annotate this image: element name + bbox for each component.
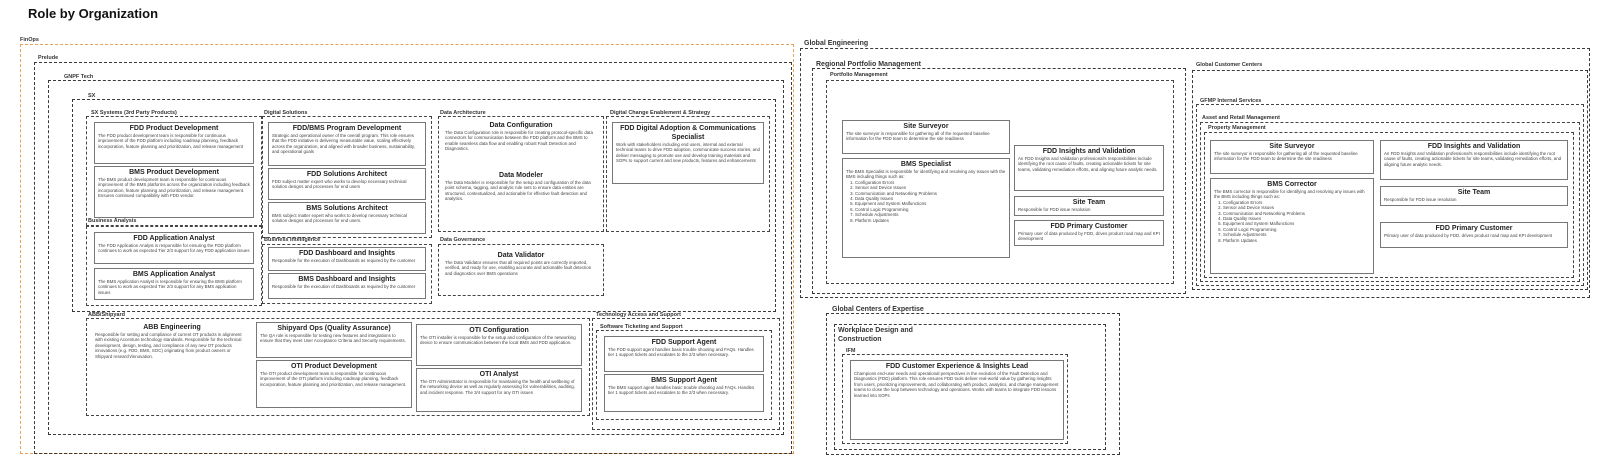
card-title: Shipyard Ops (Quality Assurance) bbox=[277, 325, 391, 332]
group-label-gfmp-internal: GFMP Internal Services bbox=[1200, 98, 1262, 104]
card-bms-corrector bbox=[1210, 178, 1374, 274]
card-data-validator bbox=[442, 250, 600, 294]
card-description: The BMS Application Analyst is responsible for ensuring the BMS platform continues to work as expected Tier 2/3 support for any BMS application issues bbox=[98, 279, 242, 295]
card-title: FDD Customer Experience & Insights Lead bbox=[885, 363, 1029, 370]
card-fdd-primary-customer-property bbox=[1380, 222, 1568, 248]
card-data-modeler bbox=[442, 170, 600, 228]
group-label-prelude: Prelude bbox=[38, 55, 59, 61]
card-description: The Data Configuration role is responsible for creating protocol-specific data connectors for communication between the FDD platform and the BMS to enable seamless data flow and enabling robust Fault Detection and Diagnostics. bbox=[445, 130, 593, 152]
group-label-data-governance: Data Governance bbox=[440, 237, 486, 243]
card-fdd-insights-validation-portfolio bbox=[1014, 145, 1164, 191]
group-label-abb-shipyard: ABB/Shipyard bbox=[88, 312, 125, 318]
card-description: The FDD product development team is responsible for continuous improvement of the FDD platform including roadmap planning, feedback incorporation, feature planning and prioritization, and release management bbox=[98, 133, 243, 149]
card-fdd-dashboard-insights bbox=[268, 247, 426, 271]
card-title: FDD Insights and Validation bbox=[1042, 148, 1136, 155]
group-label-technology-access: Technology Access and Support bbox=[596, 312, 681, 318]
group-label-business-intelligence: Business Intelligence bbox=[264, 237, 321, 243]
card-description: The QA role is responsible for testing new features and integrations to ensure that they meet User Acceptance Criteria and Security requirements. bbox=[260, 333, 406, 344]
card-title: BMS Dashboard and Insights bbox=[298, 276, 396, 283]
group-label-global-customer-centers: Global Customer Centers bbox=[1196, 62, 1263, 68]
card-description: BMS subject matter expert who works to develop necessary technical solution designs and processes for end users. bbox=[272, 213, 407, 224]
card-bms-solutions-architect bbox=[268, 202, 426, 234]
card-site-team-portfolio bbox=[1014, 196, 1164, 216]
card-fdd-bms-program-development bbox=[268, 122, 426, 166]
card-site-team-property bbox=[1380, 186, 1568, 206]
group-label-ifm: IFM bbox=[846, 348, 856, 354]
card-title: OTI Analyst bbox=[479, 371, 519, 378]
card-bms-product-development bbox=[94, 166, 254, 218]
card-fdd-primary-customer-portfolio bbox=[1014, 220, 1164, 246]
page-title: Role by Organization bbox=[28, 6, 159, 21]
card-title: FDD Dashboard and Insights bbox=[298, 250, 396, 257]
card-title: BMS Corrector bbox=[1267, 181, 1317, 188]
card-title: FDD Support Agent bbox=[651, 339, 717, 346]
group-label-finops: FinOps bbox=[20, 37, 39, 43]
group-label-property-management: Property Management bbox=[1208, 125, 1266, 131]
card-fdd-digital-adoption bbox=[612, 122, 764, 184]
card-description: Responsible for the execution of Dashboards as required by the customer bbox=[272, 258, 416, 263]
card-title: FDD Insights and Validation bbox=[1427, 143, 1521, 150]
card-description: The BMS product development team is responsible for continuous improvement of the BMS platforms across the organization including feedback incorporation, feature planning and prioritization, and release management. Ensures continued compatibility with FDD vendor. bbox=[98, 177, 250, 199]
group-label-digital-change: Digital Change Enablement & Strategy bbox=[610, 110, 711, 116]
group-label-gnpf-tech: GNPF Tech bbox=[64, 74, 94, 80]
card-description: The Data Modeler is responsible for the setup and configuration of the data point schema, tagging, and analytic rule sets to ensure data entities are structured, contextualized, and actionable for effective fault detection and analytics. bbox=[445, 180, 591, 202]
card-bms-support-agent bbox=[604, 374, 764, 412]
bms-specialist-issue-list: 1. Configuration Errors 2. Sensor and Device Issues 3. Communication and Networking Problems 4. Data Quality Issues 5. Equipment and System Malfunctions 6. Control Logic Programming 7. Schedule Adjustments 8. Platform Updates bbox=[846, 180, 1006, 223]
card-title: BMS Support Agent bbox=[651, 377, 717, 384]
card-description: The OTI installer is responsible for the setup and configuration of the networking device to ensure communication between the local BMS and FDD application. bbox=[420, 335, 576, 346]
card-title: ABB Engineering bbox=[143, 324, 201, 331]
card-description: Responsible for FDD issue resolution bbox=[1384, 197, 1457, 202]
card-description: Champions end-user needs and operational perspectives in the evolution of the Fault Detection and Diagnostics (FDD) platform. This role ensures FDD tools deliver real-world value by gathering insights from users, prioritizing improvements, and collaborating with product, analytics, and change management teams to close the loop between technology and operations. Works with teams to integrate FDD lessons learned into SOPs bbox=[854, 371, 1059, 398]
card-shipyard-ops bbox=[256, 322, 412, 358]
group-label-business-analysis: Business Analysis bbox=[88, 218, 137, 224]
card-description: The BMS support agent handles basic trouble shooting and FAQs. Handles tier 1 support tickets and escalates to the 2/3 when necessary. bbox=[608, 385, 755, 396]
card-description: The FDD Application Analyst is responsible for ensuring the FDD platform continues to work as expected Tier 2/3 support for any FDD application issues bbox=[98, 243, 250, 254]
card-title: FDD Solutions Architect bbox=[306, 171, 388, 178]
card-title: FDD Primary Customer bbox=[1435, 225, 1513, 232]
card-description: The site surveyor is responsible for gathering all of the requested baseline information for the FDD team to determine the site readiness bbox=[1214, 151, 1358, 162]
card-description: Responsible for setting and compliance of current OT products in alignment with existing Accenture technology standards. Responsible for the technical development, design, testing, and compliance of any new OT products innovations (e.g. FDD, BMS, SOC) originating from product owners or Shipyard research/innovation. bbox=[95, 332, 242, 359]
card-title: Data Validator bbox=[497, 252, 545, 259]
card-site-surveyor-portfolio bbox=[842, 120, 1010, 154]
card-title: FDD Application Analyst bbox=[133, 235, 215, 242]
card-description: The BMS Specialist is responsible for identifying and resolving any issues with the BMS including things such as: bbox=[846, 169, 1006, 180]
card-description: Strategic and operational owner of the overall program. This role ensures that the FDD initiative is delivering measurable value, scaling effectively across the organization, and aligned with broader business, sustainability, and operational goals bbox=[272, 133, 415, 155]
group-label-data-architecture: Data Architecture bbox=[440, 110, 486, 116]
card-fdd-product-development bbox=[94, 122, 254, 164]
card-title: Site Surveyor bbox=[903, 123, 949, 130]
card-title: FDD Digital Adoption & Communications Specialist bbox=[620, 125, 756, 141]
bms-corrector-issue-list: 1. Configuration Errors 2. Sensor and Device Issues 3. Communication and Networking Problems 4. Data Quality Issues 5. Equipment and System Malfunctions 6. Control Logic Programming 7. Schedule Adjustments 8. Platform Updates bbox=[1214, 200, 1370, 243]
card-title: FDD Primary Customer bbox=[1050, 223, 1128, 230]
group-label-software-ticketing: Software Ticketing and Support bbox=[600, 324, 683, 330]
card-description: FDD subject matter expert who works to develop necessary technical solution designs and processes for end users bbox=[272, 179, 407, 190]
card-fdd-solutions-architect bbox=[268, 168, 426, 200]
card-fdd-support-agent bbox=[604, 336, 764, 372]
card-title: Data Modeler bbox=[499, 172, 543, 179]
card-oti-configuration bbox=[416, 324, 582, 366]
card-title: Data Configuration bbox=[489, 122, 553, 129]
card-description: The Data Validator ensures that all required points are correctly imported, verified, and ready for use, enabling accurate and actionable fault detection and diagnostics over BMS operations bbox=[445, 260, 592, 276]
card-description: An FDD Insights and Validation professional's responsibilities include identifying the root cause of faults, creating actionable tickets for site teams, validating remediation efforts, and aligning future analytic needs. bbox=[1018, 156, 1158, 172]
card-description: The site surveyor is responsible for gathering all of the requested baseline information for the FDD team to determine the site readiness bbox=[846, 131, 990, 142]
group-label-sx: SX bbox=[88, 93, 96, 99]
card-description: An FDD Insights and Validation professional's responsibilities include identifying the root cause of faults, creating actionable tickets for site teams, validating remediation efforts, and aligning future analytic needs. bbox=[1384, 151, 1562, 167]
group-label-digital-solutions: Digital Solutions bbox=[264, 110, 308, 116]
card-title: Site Team bbox=[1457, 189, 1491, 196]
group-label-asset-retail: Asset and Retail Management bbox=[1202, 115, 1280, 121]
group-label-global-centers-expertise: Global Centers of Expertise bbox=[832, 306, 924, 313]
card-title: BMS Specialist bbox=[900, 161, 952, 168]
card-fdd-customer-experience-lead bbox=[850, 360, 1064, 440]
group-label-regional-portfolio: Regional Portfolio Management bbox=[816, 61, 922, 68]
card-title: Site Surveyor bbox=[1269, 143, 1315, 150]
group-label-global-engineering: Global Engineering bbox=[804, 40, 869, 47]
card-title: OTI Product Development bbox=[291, 363, 377, 370]
card-data-configuration bbox=[442, 120, 600, 170]
card-bms-specialist bbox=[842, 158, 1010, 258]
card-title: OTI Configuration bbox=[469, 327, 529, 334]
group-label-sx-systems: SX Systems (3rd Party Products) bbox=[91, 110, 177, 116]
card-description: Responsible for FDD issue resolution bbox=[1018, 207, 1091, 212]
card-title: Site Team bbox=[1072, 199, 1106, 206]
card-bms-dashboard-insights bbox=[268, 273, 426, 299]
card-description: The FDD support agent handles basic trouble shooting and FAQs. Handles tier 1 support tickets and escalates to the 2/3 when necessary. bbox=[608, 347, 754, 358]
card-title: BMS Application Analyst bbox=[132, 271, 216, 278]
card-description: Primary user of data produced by FDD, drives product road map and KPI development bbox=[1018, 231, 1160, 242]
group-label-workplace-design: Workplace Design and Construction bbox=[838, 327, 913, 343]
card-description: Responsible for the execution of Dashboards as required by the customer bbox=[272, 284, 416, 289]
card-description: The BMS corrector is responsible for identifying and resolving any issues with the BMS including things such as: bbox=[1214, 189, 1365, 200]
card-fdd-application-analyst bbox=[94, 232, 254, 264]
card-fdd-insights-validation-property bbox=[1380, 140, 1568, 180]
card-bms-application-analyst bbox=[94, 268, 254, 300]
card-title: BMS Product Development bbox=[129, 169, 219, 176]
card-description: The OTI Administrator is responsible for maintaining the health and wellbeing of the networking device as well as regularly assessing for vulnerabilities, auditing, and incident response. The 3/4 support for any OTI issues bbox=[420, 379, 575, 395]
group-label-portfolio-management: Portfolio Management bbox=[830, 72, 888, 78]
card-site-surveyor-property bbox=[1210, 140, 1374, 174]
card-description: Work with stakeholders including end users, internal and external technical teams to drive FDD adoption, communicate success stories, and deliver messaging to promote use and develop training materials and SOPs to support current and new products, features and enhancements bbox=[616, 142, 760, 164]
card-description: Primary user of data produced by FDD, drives product road map and KPI development bbox=[1384, 233, 1553, 238]
card-abb-engineering bbox=[92, 322, 252, 410]
card-title: FDD/BMS Program Development bbox=[292, 125, 402, 132]
card-title: BMS Solutions Architect bbox=[306, 205, 388, 212]
card-description: The OTI product development team is responsible for continuous improvement of the OTI platform including roadmap planning, feedback incorporation, feature planning and prioritization, and release management. bbox=[260, 371, 407, 387]
card-oti-product-development bbox=[256, 360, 412, 408]
card-oti-analyst bbox=[416, 368, 582, 412]
card-title: FDD Product Development bbox=[129, 125, 219, 132]
